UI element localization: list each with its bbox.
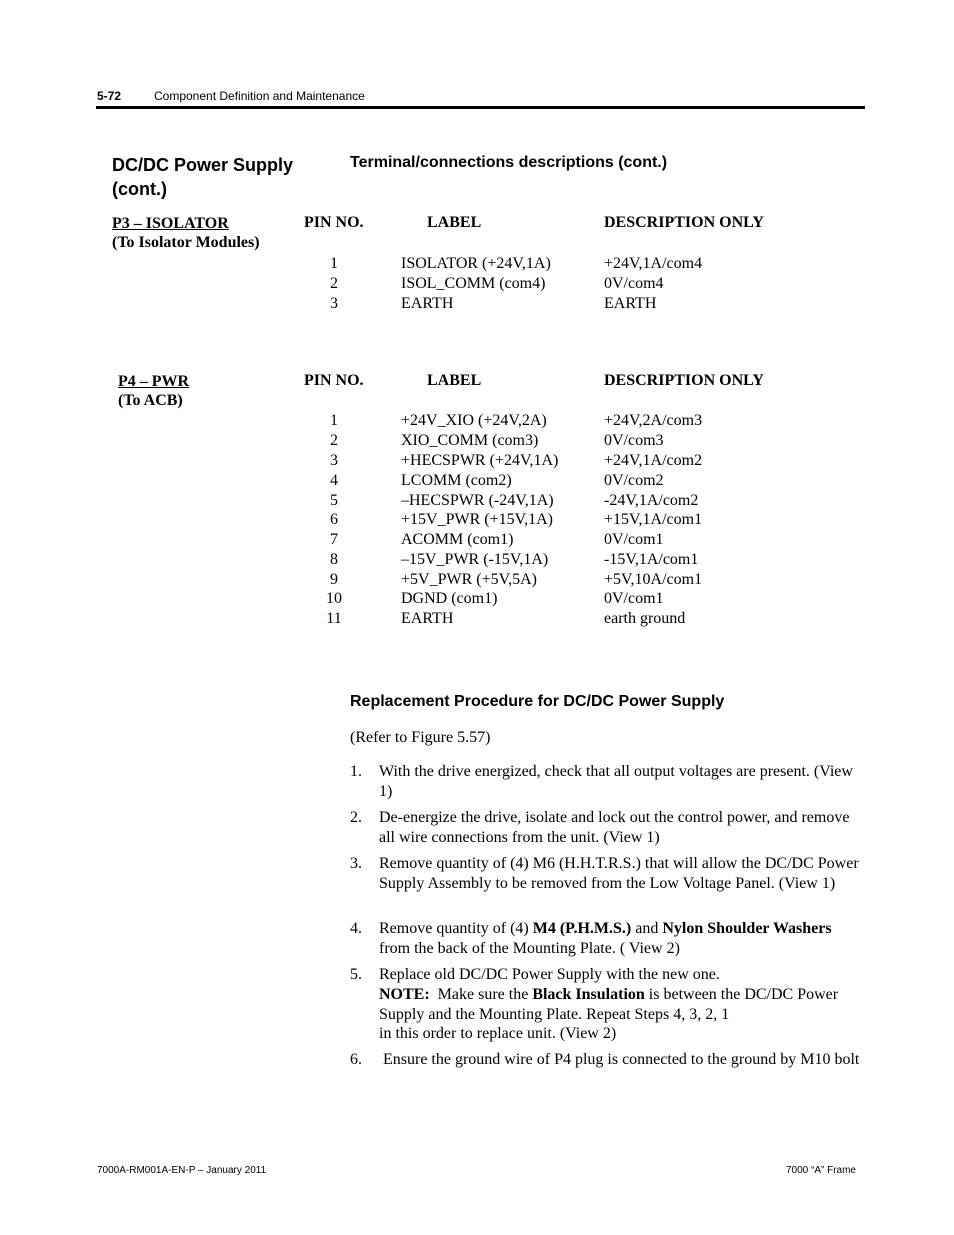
- table-row: [0, 570, 954, 590]
- p3-col-description: DESCRIPTION ONLY: [604, 214, 764, 231]
- table-row: [0, 609, 954, 629]
- footer-product: 7000 “A” Frame: [785, 1165, 856, 1176]
- pin-description: +5V,10A/com1: [604, 571, 703, 588]
- pin-description: 0V/com1: [604, 531, 664, 548]
- pin-number: 11: [326, 610, 342, 627]
- step-text: [379, 965, 865, 1044]
- pin-description: -15V,1A/com1: [604, 551, 699, 568]
- pin-description: earth ground: [604, 610, 686, 627]
- pin-description: -24V,1A/com2: [604, 492, 699, 509]
- figure-reference: (Refer to Figure 5.57): [350, 729, 491, 746]
- section-title: Terminal/connections descriptions (cont.): [350, 154, 668, 171]
- pin-description: 0V/com4: [604, 275, 664, 292]
- table-row: [0, 550, 954, 570]
- pin-number: 5: [330, 492, 338, 509]
- pin-description: 0V/com2: [604, 472, 664, 489]
- table-row: [0, 431, 954, 451]
- pin-number: 6: [330, 511, 338, 528]
- pin-number: 3: [330, 295, 338, 312]
- procedure-title: Replacement Procedure for DC/DC Power Supply: [350, 693, 725, 710]
- pin-number: 7: [330, 531, 338, 548]
- footer-doc-id: 7000A-RM001A-EN-P – January 2011: [97, 1165, 267, 1176]
- p4-label: [118, 372, 189, 410]
- table-row: [0, 254, 954, 274]
- pin-number: 9: [330, 571, 338, 588]
- step-number: 6.: [350, 1051, 362, 1068]
- table-row: [0, 274, 954, 294]
- pin-label: DGND (com1): [401, 590, 498, 607]
- pin-number: 4: [330, 472, 338, 489]
- note-label: NOTE:: [379, 985, 430, 1003]
- pin-label: –15V_PWR (-15V,1A): [401, 551, 549, 568]
- pin-label: ACOMM (com1): [401, 531, 514, 548]
- pin-description: 0V/com1: [604, 590, 664, 607]
- pin-number: 10: [326, 590, 342, 607]
- step-text: Remove quantity of (4) M6 (H.H.T.R.S.) that will allow the DC/DC Power Supply Assembly to be removed from the Low Voltage Panel. (View 1): [379, 855, 859, 892]
- pin-number: 2: [330, 432, 338, 449]
- table-row: [0, 471, 954, 491]
- step-number: 1.: [350, 763, 362, 780]
- step-text: Ensure the ground wire of P4 plug is connected to the ground by M10 bolt: [379, 1051, 860, 1068]
- p4-col-pin: PIN NO.: [304, 372, 364, 389]
- pin-number: 2: [330, 275, 338, 292]
- table-row: [0, 510, 954, 530]
- list-item: [350, 919, 865, 959]
- step-note: [379, 985, 865, 1025]
- pin-label: ISOL_COMM (com4): [401, 275, 546, 292]
- pin-label: +24V_XIO (+24V,2A): [401, 412, 547, 429]
- pin-description: +24V,1A/com2: [604, 452, 703, 469]
- p3-label: [112, 214, 260, 252]
- list-item: [350, 1050, 865, 1070]
- list-item: [350, 762, 865, 802]
- step-text-part: Remove quantity of (4): [379, 920, 533, 937]
- step-text: De-energize the drive, isolate and lock out the control power, and remove all wire connections from the unit. (View 1): [379, 809, 850, 846]
- pin-number: 1: [330, 412, 338, 429]
- pin-number: 8: [330, 551, 338, 568]
- step-text-part: from the back of the Mounting Plate. ( View 2): [379, 939, 680, 957]
- pin-label: –HECSPWR (-24V,1A): [401, 492, 554, 509]
- table-row: [0, 491, 954, 511]
- page-number: 5-72: [97, 89, 122, 103]
- step-text-bold: Black Insulation: [532, 985, 645, 1003]
- pin-label: XIO_COMM (com3): [401, 432, 539, 449]
- p3-col-label: LABEL: [427, 214, 482, 231]
- pin-label: EARTH: [401, 610, 454, 627]
- p3-subtitle: (To Isolator Modules): [112, 234, 260, 251]
- table-row: [0, 411, 954, 431]
- pin-number: 1: [330, 255, 338, 272]
- p4-subtitle: (To ACB): [118, 392, 183, 409]
- step-text-part: is between the DC/DC Power Supply and the Mounting Plate. Repeat Steps 4, 3, 2, 1: [379, 985, 839, 1023]
- pin-label: +5V_PWR (+5V,5A): [401, 571, 537, 588]
- step-text-part: Replace old DC/DC Power Supply with the new one.: [379, 966, 720, 983]
- side-title: DC/DC Power Supply (cont.): [112, 155, 294, 199]
- p4-name: P4 – PWR: [118, 373, 190, 390]
- table-row: [0, 530, 954, 550]
- p4-col-description: DESCRIPTION ONLY: [604, 372, 764, 389]
- pin-description: +24V,1A/com4: [604, 255, 703, 272]
- step-number: 2.: [350, 809, 362, 826]
- step-number: 5.: [350, 966, 362, 983]
- p3-col-pin: PIN NO.: [304, 214, 364, 231]
- step-text-part: Make sure the: [429, 985, 533, 1003]
- list-item: [350, 965, 865, 1044]
- step-text: [379, 919, 865, 959]
- pin-label: +15V_PWR (+15V,1A): [401, 511, 553, 528]
- table-row: [0, 294, 954, 314]
- pin-description: EARTH: [604, 295, 657, 312]
- pin-description: 0V/com3: [604, 432, 664, 449]
- step-text-bold: Nylon Shoulder Washers: [662, 920, 832, 937]
- pin-label: LCOMM (com2): [401, 472, 512, 489]
- step-text: With the drive energized, check that all output voltages are present. (View 1): [379, 763, 853, 800]
- step-text-part: in this order to replace unit. (View 2): [379, 1025, 617, 1043]
- table-row: [0, 589, 954, 609]
- pin-description: +15V,1A/com1: [604, 511, 703, 528]
- p3-name: P3 – ISOLATOR: [112, 215, 229, 232]
- step-text-part: and: [631, 920, 663, 937]
- step-text-bold: M4 (P.H.M.S.): [532, 920, 632, 937]
- pin-label: ISOLATOR (+24V,1A): [401, 255, 551, 272]
- header-rule: [96, 106, 865, 109]
- step-number: 4.: [350, 920, 362, 937]
- pin-label: EARTH: [401, 295, 454, 312]
- list-item: [350, 808, 865, 848]
- step-number: 3.: [350, 855, 362, 872]
- pin-number: 3: [330, 452, 338, 469]
- table-row: [0, 451, 954, 471]
- pin-label: +HECSPWR (+24V,1A): [401, 452, 559, 469]
- chapter-title: Component Definition and Maintenance: [154, 89, 365, 103]
- pin-description: +24V,2A/com3: [604, 412, 703, 429]
- p4-col-label: LABEL: [427, 372, 482, 389]
- list-item: [350, 854, 865, 894]
